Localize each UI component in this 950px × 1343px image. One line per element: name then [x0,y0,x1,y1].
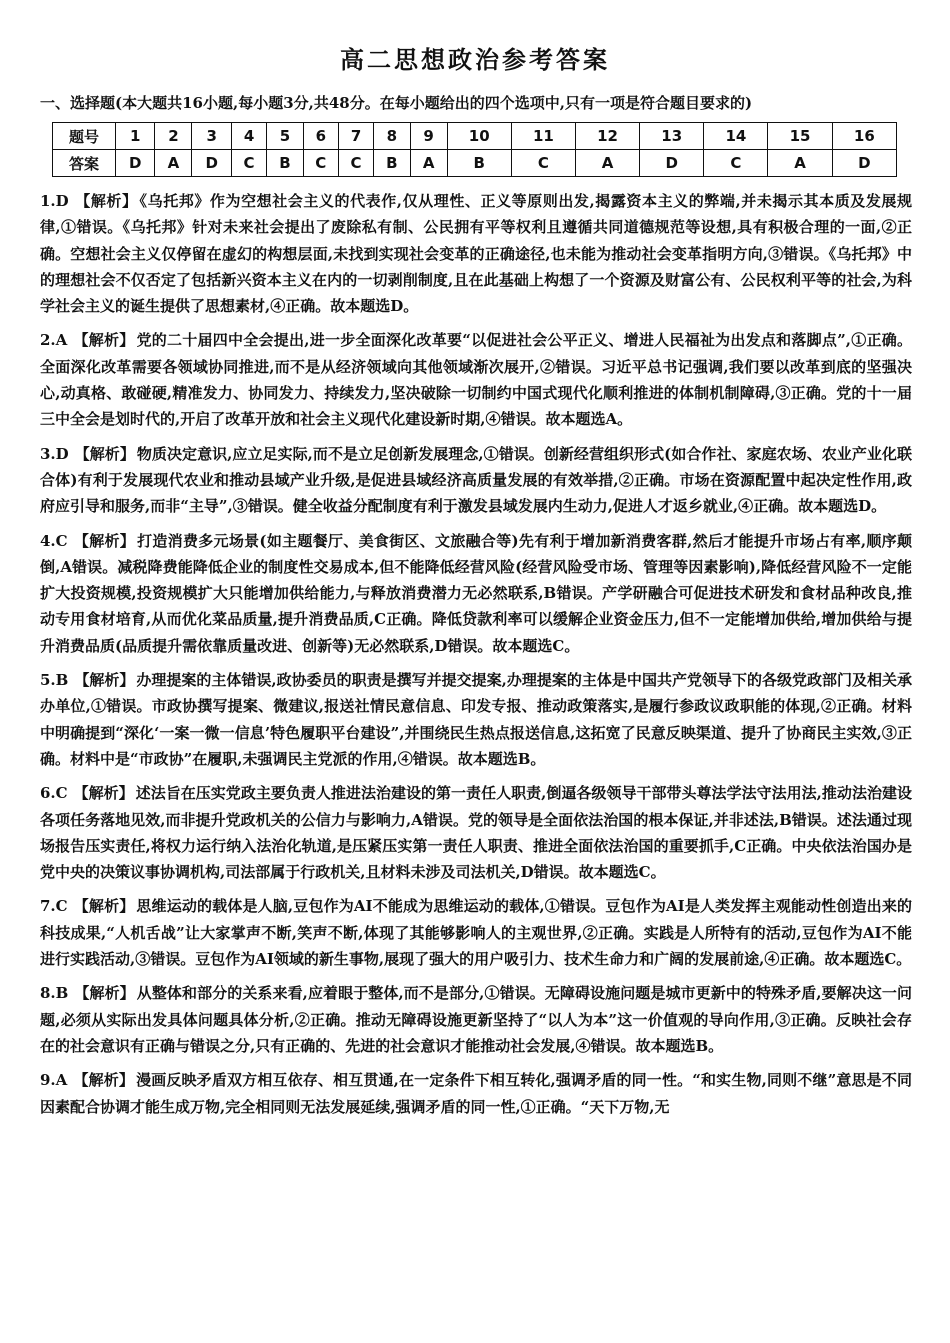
answer-cell: C [231,150,266,177]
question-number-cell: 15 [768,123,832,150]
analysis-tag: 【解析】 [73,331,135,350]
answer-cell: D [116,150,155,177]
question-number-cell: 3 [192,123,231,150]
question-number-cell: 13 [640,123,704,150]
row-label-answer: 答案 [53,150,116,177]
question-number-cell: 4 [231,123,266,150]
explanation-text: 《乌托邦》作为空想社会主义的代表作,仅从理性、正义等原则出发,揭露资本主义的弊端,并未揭示其本质及发展规律,①错误。《乌托邦》针对未来社会提出了废除私有制、公民拥有平等权利且遵循共同道德规范等设想,具有积极合理的一面,②正确。空想社会主义仅停留在虚幻的构想层面,未找到实现社会变革的正确途径,也未能为推动社会变革指明方向,③错误。《乌托邦》中的理想社会不仅否定了包括新兴资本主义在内的一切剥削制度,且在此基础上构想了一个资源及财富公有、公民权利平等的社会,为科学社会主义的诞生提供了思想素材,④正确。故本题选D。 [40,192,912,316]
answer-cell: A [410,150,447,177]
answer-cell: D [192,150,231,177]
question-explanation [40,980,912,1059]
analysis-tag: 【解析】 [73,1071,135,1090]
question-number-cell: 6 [303,123,338,150]
question-number-cell: 5 [267,123,303,150]
section-heading: 一、选择题(本大题共16小题,每小题3分,共48分。在每小题给出的四个选项中,只有一项是符合题目要求的) [40,94,753,112]
question-number-cell: 16 [832,123,896,150]
question-explanation [40,327,912,432]
answer-cell: A [575,150,639,177]
question-number-cell: 1 [116,123,155,150]
question-number: 5.B [40,671,69,690]
question-number-cell: 11 [511,123,575,150]
analysis-tag: 【解析】 [74,984,135,1003]
question-number: 4.C [40,531,68,550]
explanations [40,188,912,1343]
question-number-cell: 10 [447,123,511,150]
explanation-text: 漫画反映矛盾双方相互依存、相互贯通,在一定条件下相互转化,强调矛盾的同一性。“和实生物,同则不继”意思是不同因素配合协调才能生成万物,完全相同则无法发展延续,强调矛盾的同一性,①正确。“天下万物,无 [40,1071,912,1116]
question-number: 6.C [40,784,68,803]
question-number-cell: 9 [410,123,447,150]
question-explanation [40,667,912,772]
question-explanation [40,893,912,972]
answer-cell: C [338,150,373,177]
analysis-tag: 【解析】 [74,192,138,210]
question-number: 1.D [40,192,69,210]
question-number-cell: 2 [155,123,192,150]
table-row-answers [53,150,897,177]
question-number: 8.B [40,984,69,1003]
analysis-tag: 【解析】 [73,531,136,550]
question-number: 7.C [40,897,68,916]
table-row-numbers [53,123,897,150]
question-explanation [40,528,912,659]
question-number-cell: 14 [704,123,768,150]
question-explanation [40,441,912,520]
analysis-tag: 【解析】 [73,784,134,803]
answer-cell: C [303,150,338,177]
analysis-tag: 【解析】 [74,444,135,463]
analysis-tag: 【解析】 [73,897,135,916]
question-explanation [40,780,912,885]
explanation-text: 物质决定意识,应立足实际,而不是立足创新发展理念,①错误。创新经营组织形式(如合作社、家庭农场、农业产业化联合体)有利于发展现代农业和推动县域产业升级,是促进县域经济高质量发展的有效举措,②正确。市场在资源配置中起决定性作用,政府应引导和服务,而非“主导”,③错误。健全收益分配制度有利于激发县域发展内生动力,促进人才返乡就业,④正确。故本题选D。 [40,444,912,516]
answer-cell: B [267,150,303,177]
question-number: 3.D [40,444,69,463]
page-title: 高二思想政治参考答案 [340,45,610,74]
answer-cell: C [704,150,768,177]
question-explanation [40,188,912,319]
question-number: 2.A [40,331,68,350]
answer-cell: C [511,150,575,177]
analysis-tag: 【解析】 [74,671,135,690]
answer-cell: A [155,150,192,177]
explanation-text: 办理提案的主体错误,政协委员的职责是撰写并提交提案,办理提案的主体是中国共产党领导下的各级党政部门及相关承办单位,①错误。市政协撰写提案、微建议,报送社情民意信息、印发专报、推动政策落实,是履行参政议政职能的体现,②正确。材料中明确提到“深化‘一案一微一信息’特色履职平台建设”,并围绕民生热点报送信息,这拓宽了民意反映渠道、提升了协商民主实效,③正确。材料中是“市政协”在履职,未强调民主党派的作用,④错误。故本题选B。 [40,671,912,768]
question-number: 9.A [40,1071,68,1090]
explanation-text: 述法旨在压实党政主要负责人推进法治建设的第一责任人职责,倒逼各级领导干部带头尊法学法守法用法,推动法治建设各项任务落地见效,而非提升党政机关的公信力与影响力,A错误。党的领导是全面依法治国的根本保证,并非述法,B错误。述法通过现场报告压实责任,将权力运行纳入法治化轨道,是压紧压实第一责任人职责、推进全面依法治国的重要抓手,C正确。中央依法治国办是党中央的决策议事协调机构,司法部属于行政机关,且材料未涉及司法机关,D错误。故本题选C。 [40,784,912,882]
answer-cell: B [447,150,511,177]
explanation-text: 思维运动的载体是人脑,豆包作为AI不能成为思维运动的载体,①错误。豆包作为AI是人类发挥主观能动性创造出来的科技成果,“人机舌战”让大家掌声不断,笑声不断,体现了其能够影响人的主观世界,②正确。实践是人所特有的活动,豆包作为AI不能进行实践活动,③错误。豆包作为AI领域的新生事物,展现了强大的用户吸引力、技术生命力和广阔的发展前途,④正确。故本题选C。 [40,897,912,969]
explanation-text: 打造消费多元场景(如主题餐厅、美食街区、文旅融合等)先有利于增加新消费客群,然后才能提升市场占有率,顺序颠倒,A错误。减税降费能降低企业的制度性交易成本,但不能降低经营风险(经营风险受市场、管理等因素影响),降低经营风险不一定能扩大投资规模,投资规模扩大只能增加供给能力,与释放消费潜力无必然联系,B错误。产学研融合可促进技术研发和食材品种改良,推动专用食材培育,从而优化菜品质量,提升消费品质,C正确。降低贷款利率可以缓解企业资金压力,但不一定能增加供给,增加供给与提升消费品质(品质提升需依靠质量改进、创新等)无必然联系,D错误。故本题选C。 [40,531,912,655]
answer-table [52,122,897,177]
answer-cell: A [768,150,832,177]
explanation-text: 党的二十届四中全会提出,进一步全面深化改革要“以促进社会公平正义、增进人民福祉为出发点和落脚点”,①正确。全面深化改革需要各领域协同推进,而不是从经济领域向其他领域渐次展开,②错误。习近平总书记强调,我们要以改革到底的坚强决心,动真格、敢碰硬,精准发力、协同发力、持续发力,坚决破除一切制约中国式现代化顺利推进的体制机制障碍,③正确。党的十一届三中全会是划时代的,开启了改革开放和社会主义现代化建设新时期,④错误。故本题选A。 [40,331,912,429]
question-number-cell: 7 [338,123,373,150]
explanation-text: 从整体和部分的关系来看,应着眼于整体,而不是部分,①错误。无障碍设施问题是城市更新中的特殊矛盾,要解决这一问题,必须从实际出发具体问题具体分析,②正确。推动无障碍设施更新坚持了“以人为本”这一价值观的导向作用,③正确。反映社会存在的社会意识有正确与错误之分,只有正确的、先进的社会意识才能推动社会发展,④错误。故本题选B。 [40,984,912,1055]
answer-cell: B [374,150,410,177]
question-explanation [40,1067,912,1120]
answer-cell: D [640,150,704,177]
answer-cell: D [832,150,896,177]
row-label-number: 题号 [53,123,116,150]
question-number-cell: 8 [374,123,410,150]
question-number-cell: 12 [575,123,639,150]
